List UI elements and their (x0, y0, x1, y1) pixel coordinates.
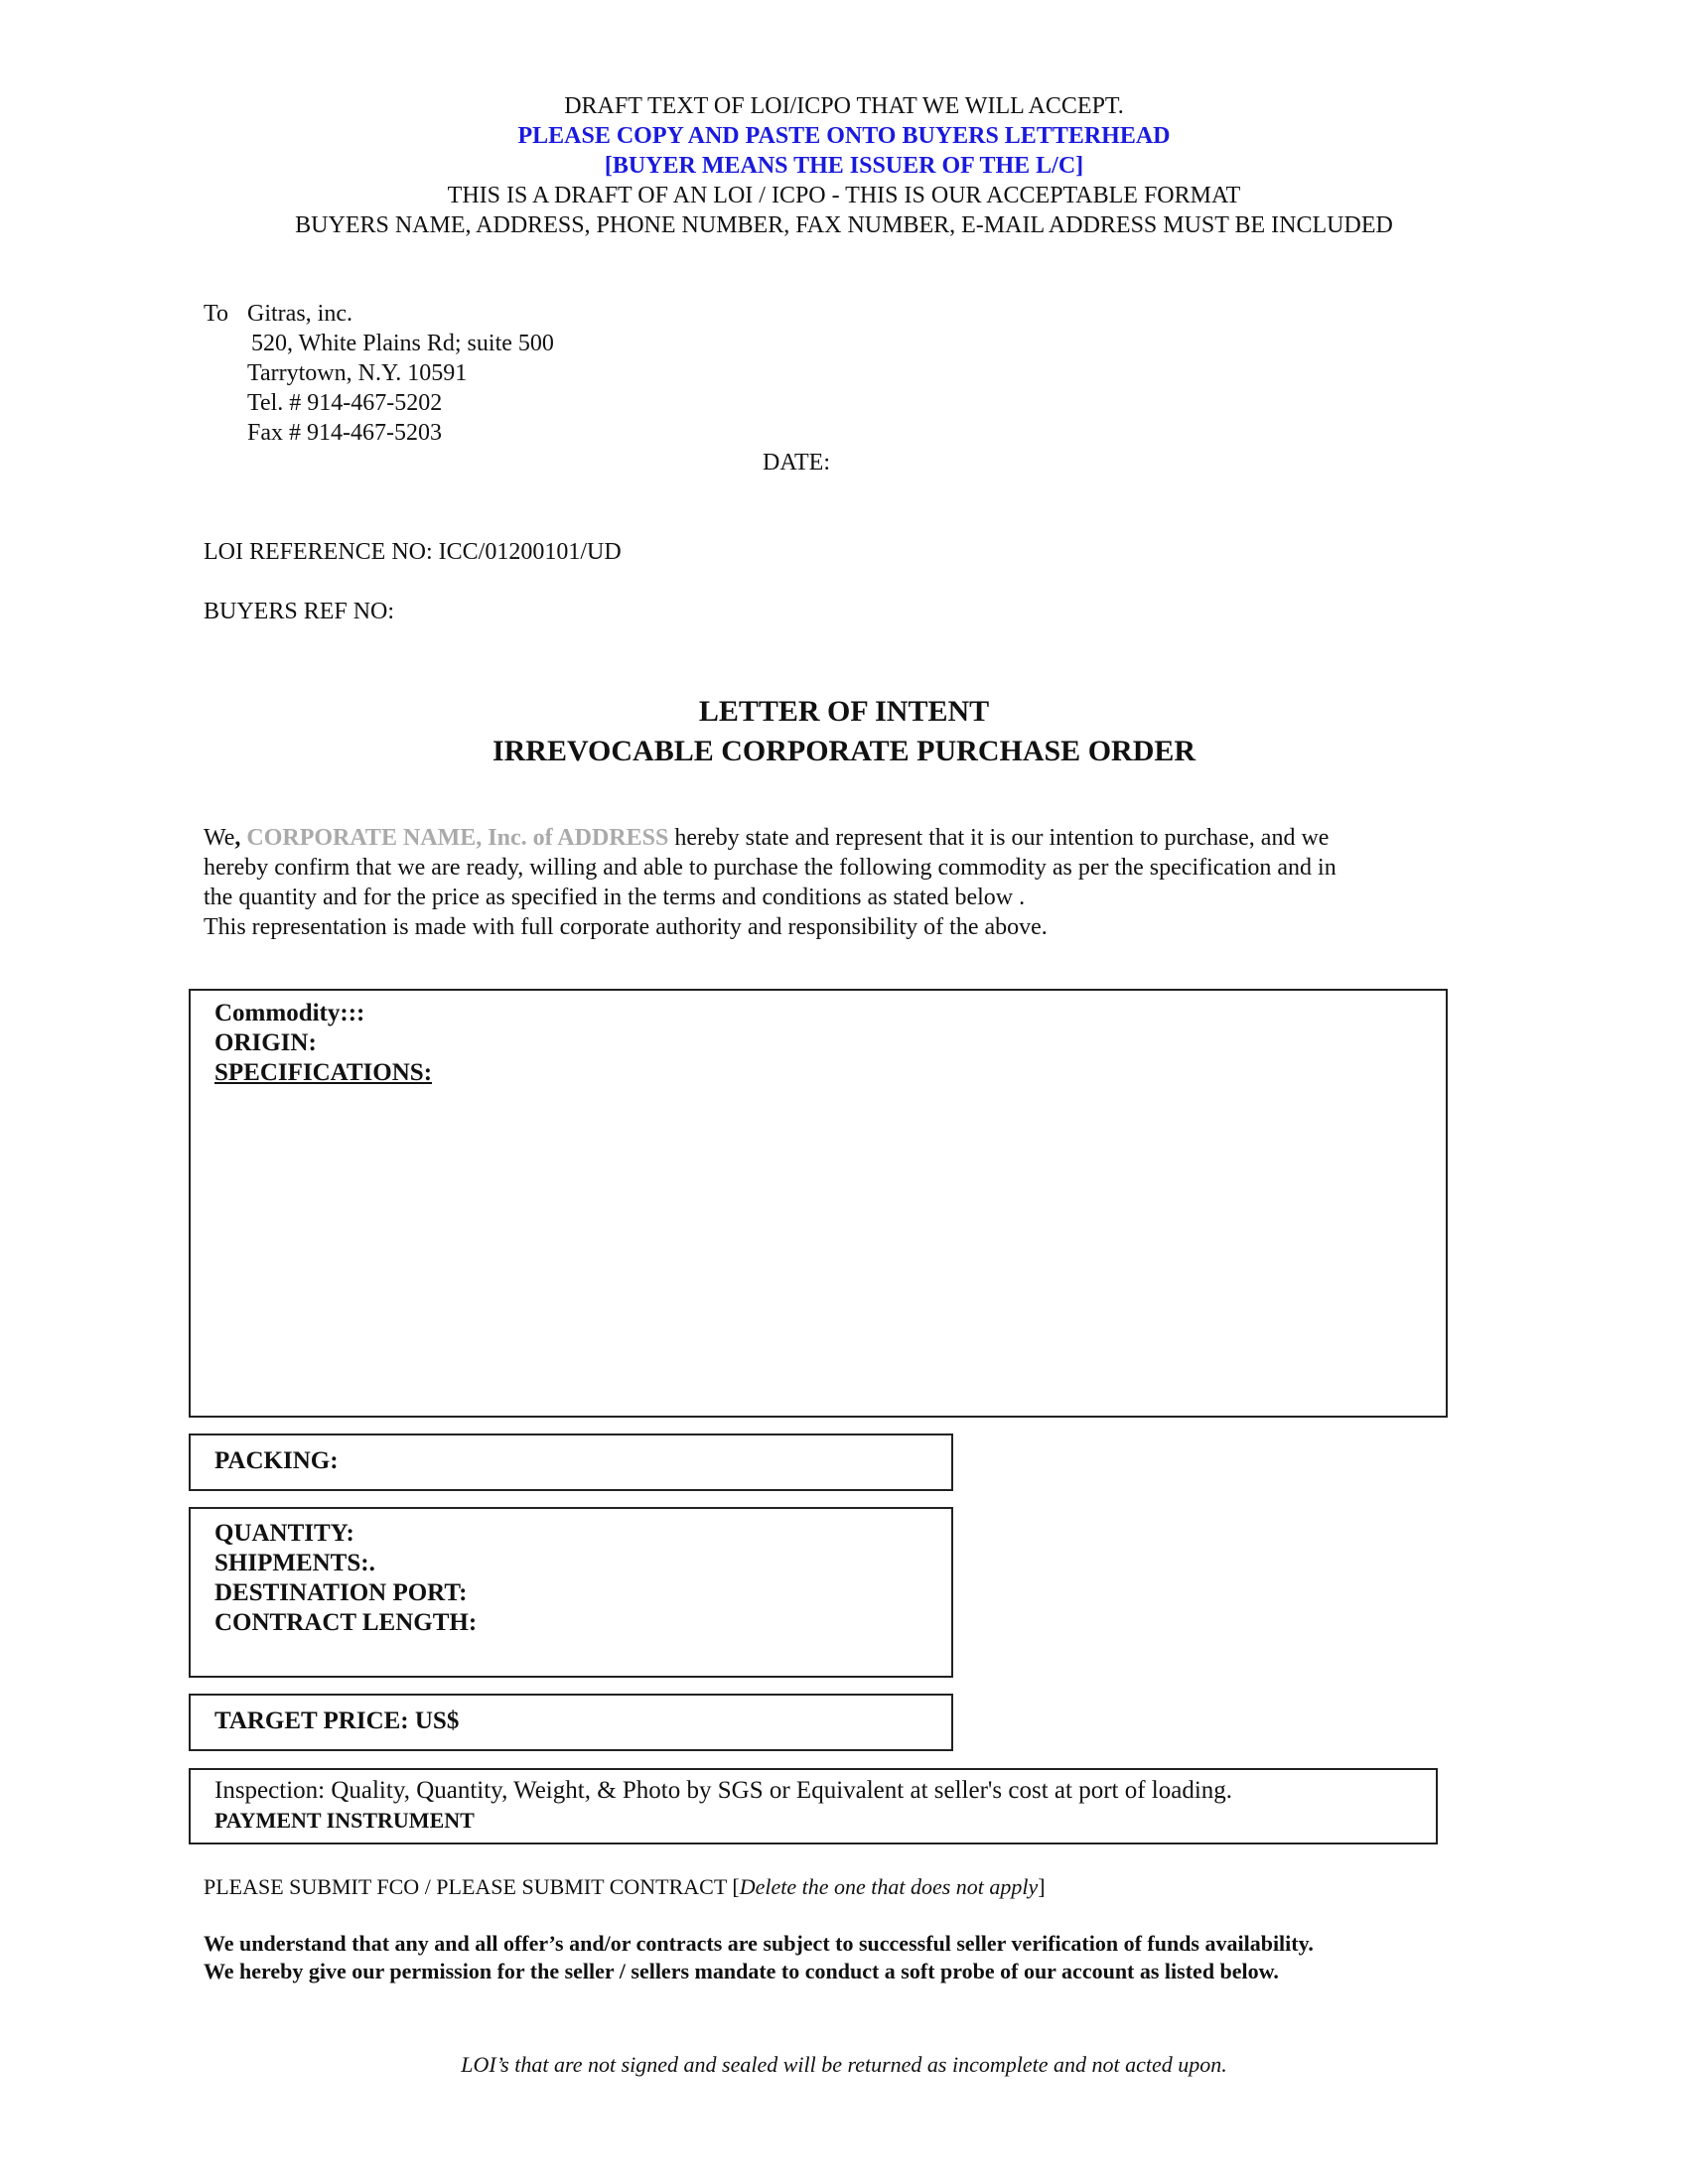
packing-box (189, 1433, 953, 1491)
date-label: DATE: (763, 450, 830, 476)
body-line-1-rest: hereby state and represent that it is our intention to purchase, and we (668, 825, 1330, 851)
understand-line-2: We hereby give our permission for the seller / sellers mandate to conduct a soft probe of our account as listed below. (204, 1959, 1279, 1983)
address-city: Tarrytown, N.Y. 10591 (247, 360, 468, 386)
commodity-box-content (214, 999, 432, 1088)
corporate-name-placeholder: CORPORATE NAME, Inc. of ADDRESS (246, 825, 669, 851)
commodity-label: Commodity::: (214, 1000, 365, 1026)
submit-text: PLEASE SUBMIT FCO / PLEASE SUBMIT CONTRACT [ (204, 1874, 740, 1899)
address-street: 520, White Plains Rd; suite 500 (251, 331, 554, 356)
payment-instrument-label: PAYMENT INSTRUMENT (214, 1808, 475, 1833)
body-line-2: hereby confirm that we are ready, willing and able to purchase the following commodity as per the specification and in (204, 855, 1336, 881)
submit-italic: Delete the one that does not apply (739, 1874, 1039, 1899)
origin-label: ORIGIN: (214, 1029, 317, 1056)
address-tel: Tel. # 914-467-5202 (247, 390, 443, 416)
header-line-2: PLEASE COPY AND PASTE ONTO BUYERS LETTERHEAD (517, 123, 1171, 149)
contract-length-label: CONTRACT LENGTH: (214, 1609, 478, 1636)
buyers-reference: BUYERS REF NO: (204, 599, 395, 624)
address-to-label: To (204, 301, 228, 327)
shipments-label: SHIPMENTS:. (214, 1550, 375, 1576)
loi-reference: LOI REFERENCE NO: ICC/01200101/UD (204, 539, 622, 565)
body-line-3: the quantity and for the price as specified in the terms and conditions as stated below . (204, 885, 1026, 910)
body-line-1 (204, 823, 1329, 853)
packing-label: PACKING: (214, 1447, 339, 1474)
understand-line-1: We understand that any and all offer’s and/or contracts are subject to successful seller verification of funds availability. (204, 1931, 1314, 1956)
body-line-4: This representation is made with full corporate authority and responsibility of the above. (204, 914, 1048, 940)
quantity-label: QUANTITY: (214, 1520, 354, 1547)
header-line-3: [BUYER MEANS THE ISSUER OF THE L/C] (604, 153, 1084, 179)
body-comma: , (234, 825, 241, 851)
address-company: Gitras, inc. (247, 301, 352, 327)
address-fax: Fax # 914-467-5203 (247, 420, 442, 446)
submit-close: ] (1038, 1874, 1046, 1899)
header-line-1: DRAFT TEXT OF LOI/ICPO THAT WE WILL ACCEPT. (564, 93, 1124, 119)
header-line-4: THIS IS A DRAFT OF AN LOI / ICPO - THIS IS OUR ACCEPTABLE FORMAT (447, 183, 1241, 208)
footer-note: LOI’s that are not signed and sealed will be returned as incomplete and not acted upon. (461, 2052, 1227, 2077)
quantity-box (189, 1507, 953, 1678)
header-line-5: BUYERS NAME, ADDRESS, PHONE NUMBER, FAX NUMBER, E-MAIL ADDRESS MUST BE INCLUDED (295, 212, 1393, 238)
destination-port-label: DESTINATION PORT: (214, 1579, 468, 1606)
body-we: We (204, 825, 235, 851)
title-line-2: IRREVOCABLE CORPORATE PURCHASE ORDER (492, 735, 1196, 767)
title-line-1: LETTER OF INTENT (698, 695, 990, 728)
target-price-label: TARGET PRICE: US$ (214, 1707, 460, 1734)
specifications-label: SPECIFICATIONS: (214, 1059, 433, 1086)
inspection-box (189, 1768, 1438, 1844)
target-price-box (189, 1694, 953, 1751)
submit-line (204, 1873, 1046, 1901)
quantity-box-content (214, 1519, 477, 1638)
inspection-text: Inspection: Quality, Quantity, Weight, & Photo by SGS or Equivalent at seller's cost at port of loading. (214, 1777, 1233, 1804)
commodity-box (189, 989, 1448, 1418)
